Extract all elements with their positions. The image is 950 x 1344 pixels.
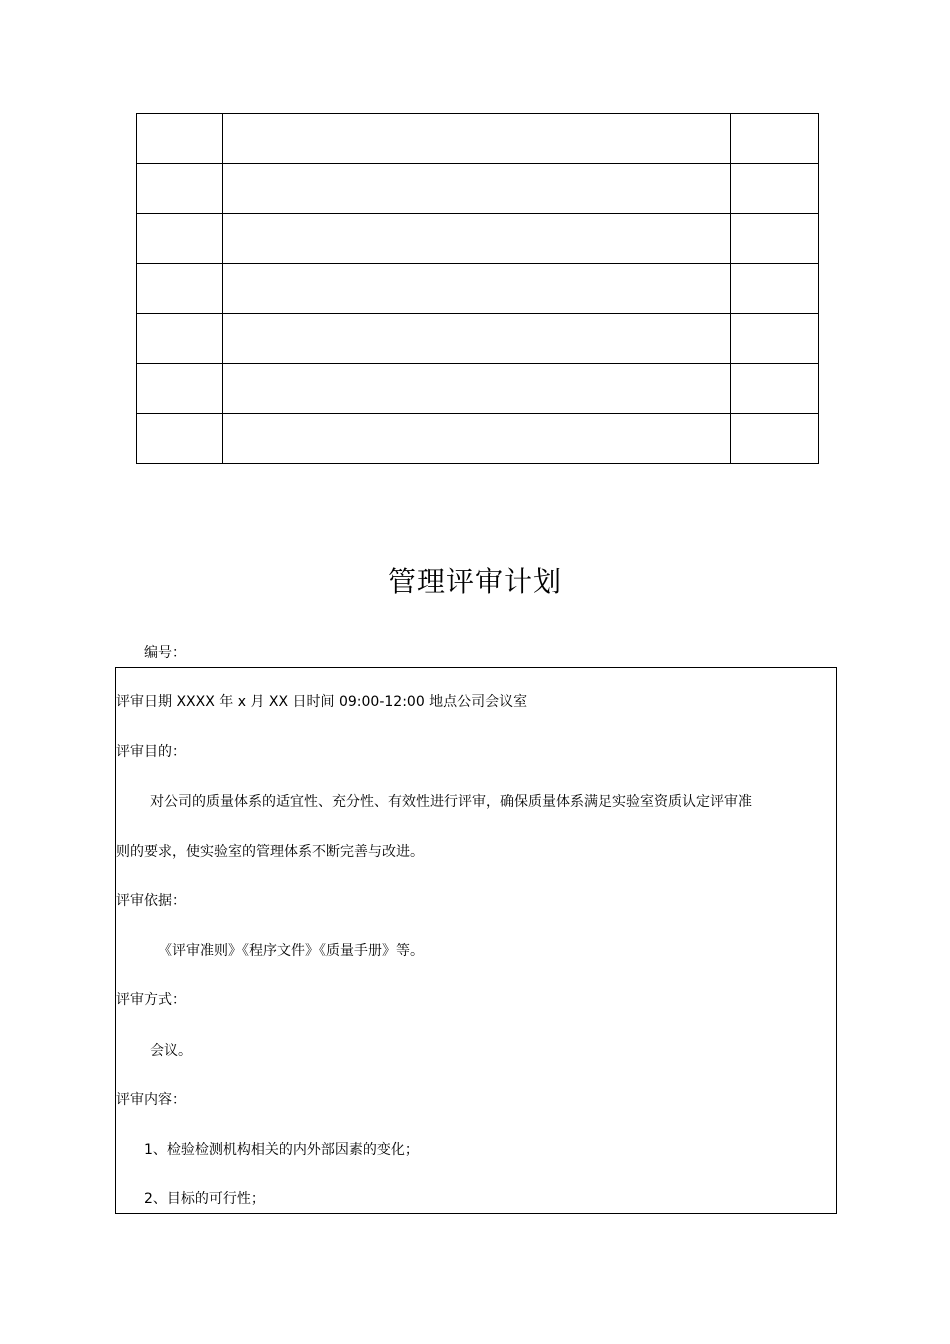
table-cell bbox=[223, 114, 731, 164]
basis-text: 《评审准则》《程序文件》《质量手册》等。 bbox=[158, 943, 424, 959]
table-cell bbox=[137, 114, 223, 164]
table-cell bbox=[731, 264, 819, 314]
page-title: 管理评审计划 bbox=[387, 565, 562, 598]
review-date-line: 评审日期 XXXX 年 x 月 XX 日时间 09:00-12:00 地点公司会议室 bbox=[116, 694, 528, 710]
table-cell bbox=[731, 364, 819, 414]
serial-number-label: 编号： bbox=[144, 645, 186, 661]
table-row bbox=[137, 214, 819, 264]
content-item: 1、检验检测机构相关的内外部因素的变化； bbox=[144, 1142, 419, 1158]
content-item: 2、目标的可行性； bbox=[144, 1191, 265, 1207]
table-cell bbox=[223, 214, 731, 264]
table-row bbox=[137, 364, 819, 414]
table-cell bbox=[223, 164, 731, 214]
table-row bbox=[137, 314, 819, 364]
table-row bbox=[137, 114, 819, 164]
table-cell bbox=[223, 414, 731, 464]
table-cell bbox=[731, 164, 819, 214]
table-cell bbox=[137, 364, 223, 414]
blank-record-table bbox=[136, 113, 819, 464]
purpose-text-line-1: 对公司的质量体系的适宜性、充分性、有效性进行评审，确保质量体系满足实验室资质认定评审准 bbox=[150, 794, 752, 810]
table-cell bbox=[137, 314, 223, 364]
table-cell bbox=[223, 264, 731, 314]
table-cell bbox=[223, 314, 731, 364]
table-cell bbox=[731, 414, 819, 464]
table-cell bbox=[137, 264, 223, 314]
table-cell bbox=[731, 114, 819, 164]
table-cell bbox=[137, 414, 223, 464]
purpose-text-line-2: 则的要求，使实验室的管理体系不断完善与改进。 bbox=[116, 844, 424, 860]
purpose-label: 评审目的： bbox=[116, 744, 186, 760]
table-row bbox=[137, 414, 819, 464]
method-label: 评审方式： bbox=[116, 992, 186, 1008]
method-text: 会议。 bbox=[150, 1043, 192, 1059]
basis-label: 评审依据： bbox=[116, 893, 186, 909]
table-row bbox=[137, 164, 819, 214]
table-cell bbox=[731, 314, 819, 364]
table-cell bbox=[137, 164, 223, 214]
table-cell bbox=[223, 364, 731, 414]
table-row bbox=[137, 264, 819, 314]
table-cell bbox=[137, 214, 223, 264]
content-label: 评审内容： bbox=[116, 1092, 186, 1108]
review-plan-box bbox=[115, 667, 837, 1214]
table-cell bbox=[731, 214, 819, 264]
